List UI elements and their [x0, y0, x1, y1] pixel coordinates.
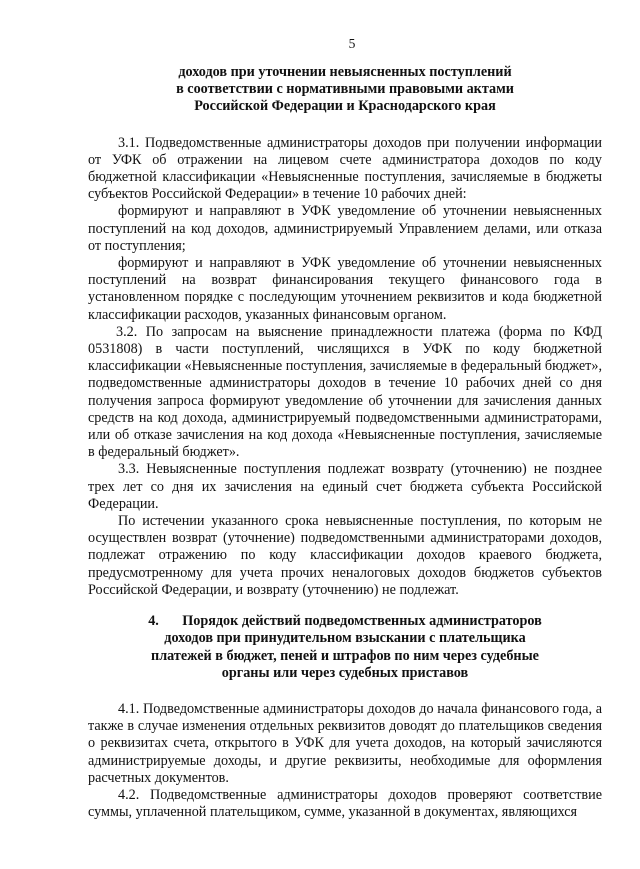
heading-line: в соответствии с нормативными правовыми актами [176, 81, 514, 98]
paragraph-3-2: 3.2. По запросам на выяснение принадлежности платежа (форма по КФД 0531808) в части поступлений, числящихся в УФК по коду бюджетной классификации «Невыясненные поступления, зачисляемые в федеральный бюджет», подведомственные администраторы доходов в течение 10 рабочих дней со дня получения запроса формируют уведомление об уточнении для зачисления данных средств на код дохода, администрируемый подведомственными администраторами, или об отказе зачисления на код дохода «Невыясненные поступления, зачисляемые в федеральный бюджет». [88, 323, 602, 461]
section-4-heading [88, 613, 602, 682]
paragraph-3-1-item-2: формируют и направляют в УФК уведомление об уточнении невыясненных поступлений на возврат финансирования текущего финансового года в установленном порядке с последующим уточнением реквизитов и кода бюджетной классификации расходов, указанных финансовым органом. [88, 255, 602, 323]
section-number: 4. [148, 613, 159, 630]
paragraph-3-3: 3.3. Невыясненные поступления подлежат возврату (уточнению) не позднее трех лет со дня их зачисления на единый счет бюджета субъекта Российской Федерации. [88, 461, 602, 512]
section-heading-continued [88, 64, 602, 116]
heading-line [88, 613, 602, 630]
heading-line: органы или через судебных приставов [221, 664, 469, 681]
heading-line: Российской Федерации и Краснодарского края [194, 98, 496, 115]
heading-line: доходов при уточнении невыясненных поступлений [178, 64, 512, 80]
heading-line: платежей в бюджет, пеней и штрафов по ним через судебные [151, 647, 539, 664]
paragraph-3-1: 3.1. Подведомственные администраторы доходов при получении информации от УФК об отражении на лицевом счете администратора доходов по коду бюджетной классификации «Невыясненные поступления, зачисляемые в бюджеты субъектов Российской Федерации» в течение 10 рабочих дней: [88, 134, 602, 203]
paragraph-3-3-continued: По истечении указанного срока невыясненные поступления, по которым не осуществлен возврат (уточнение) подведомственными администраторами доходов, подлежат отражению по коду классификации доходов краевого бюджета, предусмотренному для учета прочих неналоговых доходов бюджетов субъектов Российской Федерации, и возврату (уточнению) не подлежат. [88, 513, 602, 598]
heading-text: Порядок действий подведомственных администраторов [182, 613, 542, 630]
paragraph-4-2: 4.2. Подведомственные администраторы доходов проверяют соответствие суммы, уплаченной плательщиком, сумме, указанной в документах, являющихся [88, 786, 602, 821]
paragraph-3-1-item-1: формируют и направляют в УФК уведомление об уточнении невыясненных поступлений на код доходов, администрируемый Управлением делами, или отказа от поступления; [88, 203, 602, 254]
heading-line: доходов при принудительном взыскании с плательщика [164, 630, 526, 647]
page-number: 5 [348, 36, 356, 51]
paragraph-4-1: 4.1. Подведомственные администраторы доходов до начала финансового года, а также в случае изменения отдельных реквизитов доводят до плательщиков сведения о реквизитах счета, открытого в УФК для учета доходов, на который зачисляются администрируемые доходы, и другие реквизиты, необходимые для оформления расчетных документов. [88, 700, 602, 786]
